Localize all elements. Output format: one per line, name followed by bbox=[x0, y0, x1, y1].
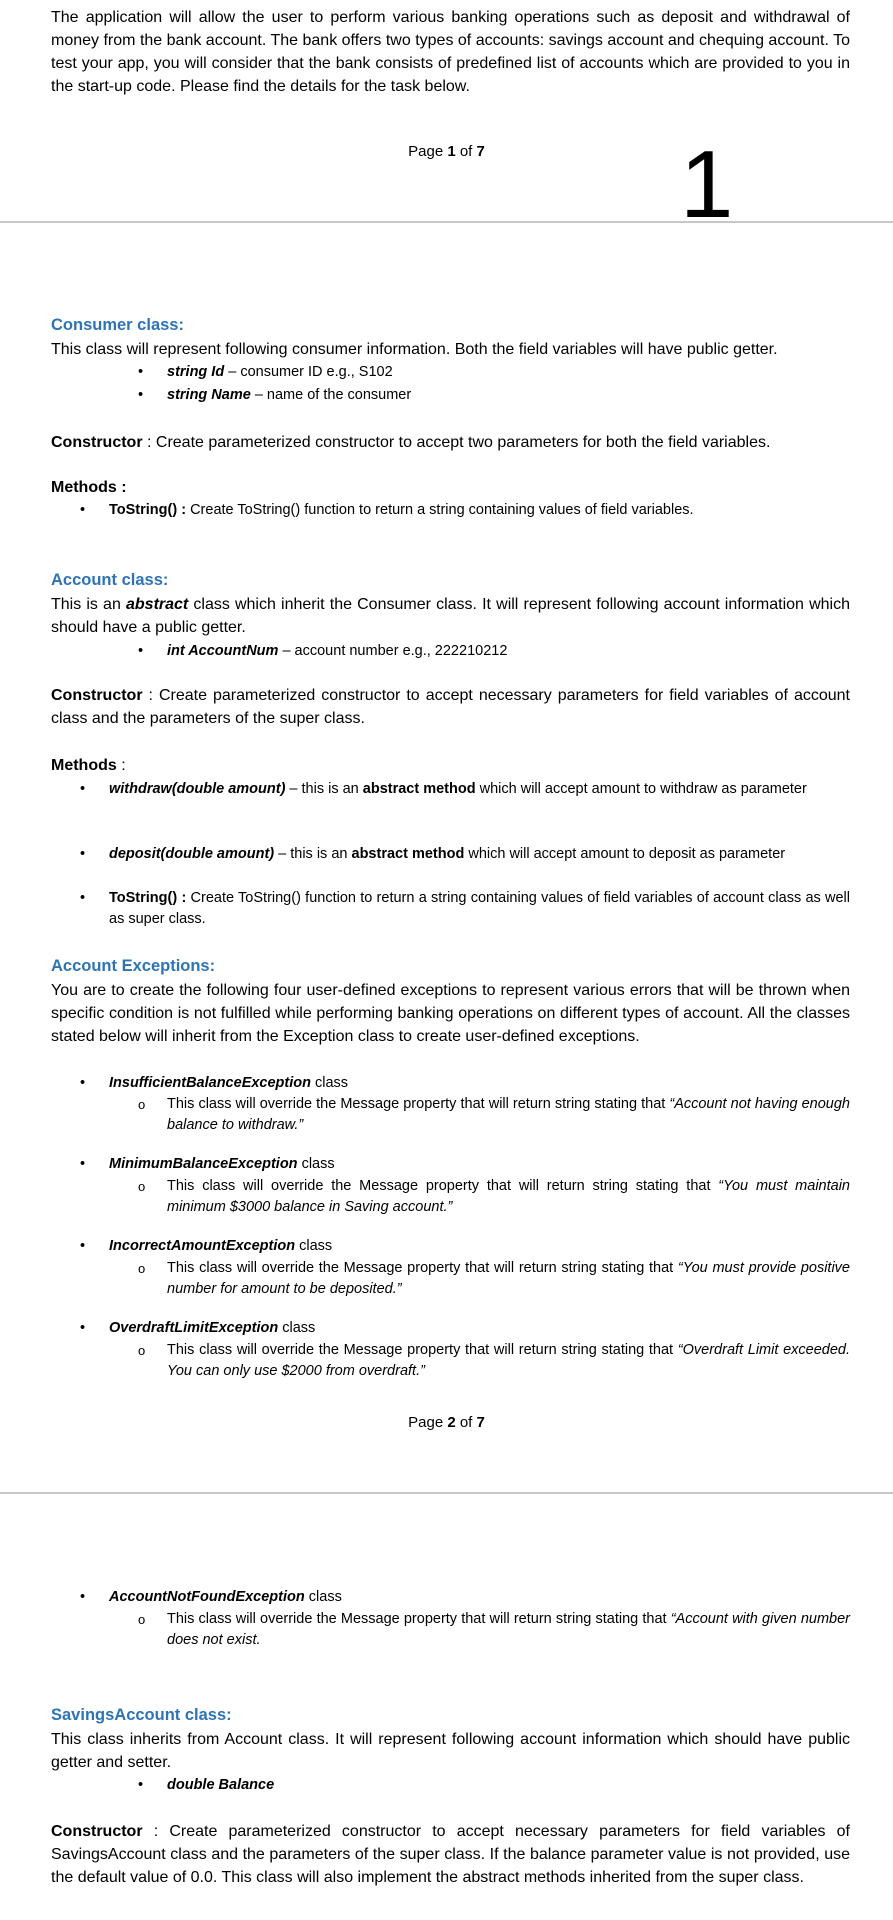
account-methods-label bbox=[51, 754, 850, 777]
account-method-deposit bbox=[109, 844, 850, 865]
exception-incorrect-amount-detail bbox=[167, 1258, 850, 1300]
exception-name: AccountNotFoundException bbox=[109, 1589, 305, 1605]
consumer-constructor bbox=[51, 431, 850, 454]
page-total: 7 bbox=[476, 143, 485, 160]
page-of: of bbox=[455, 1414, 477, 1431]
savings-heading: SavingsAccount class: bbox=[51, 1706, 232, 1724]
savings-field-balance bbox=[167, 1775, 850, 1796]
exception-minimum-balance-detail bbox=[167, 1176, 850, 1218]
consumer-description: This class will represent following consumer information. Both the field variables will have public getter. bbox=[51, 341, 778, 358]
constructor-text: : Create parameterized constructor to accept two parameters for both the field variables. bbox=[142, 434, 771, 451]
constructor-text: : Create parameterized constructor to accept necessary parameters for field variables of SavingsAccount class and the parameters of the super class. If the balance parameter value is not provided, use the default value of 0.0. This class will also implement the abstract methods inherited from the super class. bbox=[51, 1823, 850, 1886]
override-text: This class will override the Message property that will return string stating that bbox=[167, 1342, 678, 1358]
consumer-field-id bbox=[167, 362, 850, 383]
field-desc: – consumer ID e.g., S102 bbox=[224, 364, 393, 380]
page-label: Page bbox=[408, 143, 448, 160]
method-name: ToString() : bbox=[109, 890, 187, 906]
account-method-withdraw bbox=[109, 779, 850, 800]
page-footer-1 bbox=[0, 143, 893, 160]
page-of: of bbox=[455, 143, 477, 160]
constructor-label: Constructor bbox=[51, 1823, 143, 1840]
method-name: ToString() : bbox=[109, 502, 187, 518]
consumer-methods-label: Methods : bbox=[51, 479, 127, 496]
class-word: class bbox=[297, 1156, 335, 1172]
exception-name: OverdraftLimitException bbox=[109, 1320, 279, 1336]
account-heading: Account class: bbox=[51, 571, 169, 589]
page-number: 1 bbox=[447, 143, 456, 160]
method-desc: Create ToString() function to return a string containing values of field variables. bbox=[186, 502, 694, 518]
account-field-accountnum bbox=[167, 641, 850, 662]
exception-insufficient-balance-detail bbox=[167, 1094, 850, 1136]
method-desc: which will accept amount to deposit as parameter bbox=[464, 846, 786, 862]
constructor-label: Constructor bbox=[51, 434, 143, 451]
field-name: string Name bbox=[167, 387, 251, 403]
page-break-rule bbox=[0, 221, 893, 223]
field-name: string Id bbox=[167, 364, 225, 380]
desc-part: class which inherit the Consumer class. It will represent following account information which should have a public getter. bbox=[51, 596, 850, 636]
exception-insufficient-balance bbox=[109, 1073, 850, 1094]
override-text: This class will override the Message property that will return string stating that bbox=[167, 1260, 678, 1276]
class-word: class bbox=[310, 1075, 349, 1091]
override-text: This class will override the Message property that will return string stating that bbox=[167, 1611, 671, 1627]
method-desc: which will accept amount to withdraw as parameter bbox=[475, 781, 807, 797]
method-name: withdraw(double amount) bbox=[109, 781, 286, 797]
page-label: Page bbox=[408, 1414, 448, 1431]
field-desc: – name of the consumer bbox=[250, 387, 412, 403]
field-desc: – account number e.g., 222210212 bbox=[278, 643, 508, 659]
method-name: deposit(double amount) bbox=[109, 846, 275, 862]
exception-message: “Account not having enough balance to withdraw.” bbox=[167, 1096, 851, 1133]
intro-paragraph: The application will allow the user to perform various banking operations such as deposit and withdrawal of money from the bank account. The bank offers two types of accounts: savings account and chequing account. To test your app, you will consider that the bank consists of predefined list of accounts which are provided to you in the start-up code. Please find the details for the task below. bbox=[51, 9, 850, 95]
exception-message: “You must provide positive number for amount to be deposited.” bbox=[167, 1260, 850, 1297]
override-text: This class will override the Message property that will return string stating that bbox=[167, 1096, 670, 1112]
consumer-method-tostring bbox=[109, 500, 850, 521]
constructor-label: Constructor bbox=[51, 687, 143, 704]
exception-name: MinimumBalanceException bbox=[109, 1156, 298, 1172]
savings-description: This class inherits from Account class. It will represent following account information which should have public getter and setter. bbox=[51, 1731, 850, 1771]
class-word: class bbox=[295, 1238, 333, 1254]
override-text: This class will override the Message property that will return string stating that bbox=[167, 1178, 719, 1194]
account-method-tostring bbox=[109, 888, 850, 930]
account-constructor bbox=[51, 684, 850, 730]
exception-overdraft-limit-detail bbox=[167, 1340, 850, 1382]
class-word: class bbox=[304, 1589, 342, 1605]
method-desc: – this is an bbox=[285, 781, 363, 797]
desc-part: This is an bbox=[51, 596, 126, 613]
page-footer-2 bbox=[0, 1414, 893, 1431]
exception-message: “You must maintain minimum $3000 balance in Saving account.” bbox=[167, 1178, 850, 1215]
method-desc: – this is an bbox=[274, 846, 352, 862]
exceptions-heading: Account Exceptions: bbox=[51, 957, 216, 975]
class-word: class bbox=[278, 1320, 316, 1336]
exception-incorrect-amount bbox=[109, 1236, 850, 1257]
exception-message: “Overdraft Limit exceeded. You can only use $2000 from overdraft.” bbox=[167, 1342, 850, 1379]
methods-label: Methods bbox=[51, 757, 117, 774]
exceptions-description: You are to create the following four user-defined exceptions to represent various errors that will be thrown when specific condition is not fulfilled while performing banking operations on different types of account. All the classes stated below will inherit from the Exception class to create user-defined exceptions. bbox=[51, 982, 850, 1045]
page-break-rule bbox=[0, 1492, 893, 1494]
page-total: 7 bbox=[476, 1414, 485, 1431]
savings-constructor bbox=[51, 1820, 850, 1889]
constructor-text: : Create parameterized constructor to accept necessary parameters for field variables of account class and the parameters of the super class. bbox=[51, 687, 850, 727]
account-description bbox=[51, 593, 850, 639]
abstract-method-label: abstract method bbox=[362, 781, 476, 797]
field-name: double Balance bbox=[167, 1777, 275, 1793]
exception-name: IncorrectAmountException bbox=[109, 1238, 296, 1254]
exception-message: “Account with given number does not exist. bbox=[167, 1611, 850, 1648]
page-number: 2 bbox=[447, 1414, 456, 1431]
exception-account-not-found-detail bbox=[167, 1609, 850, 1651]
exception-overdraft-limit bbox=[109, 1318, 850, 1339]
exception-account-not-found bbox=[109, 1587, 850, 1608]
exception-name: InsufficientBalanceException bbox=[109, 1075, 311, 1091]
field-name: int AccountNum bbox=[167, 643, 279, 659]
large-page-number: 1 bbox=[680, 131, 734, 238]
methods-colon: : bbox=[116, 757, 126, 774]
method-desc: Create ToString() function to return a string containing values of field variables of account class as well as super class. bbox=[109, 890, 850, 927]
consumer-field-name bbox=[167, 385, 850, 406]
consumer-heading: Consumer class: bbox=[51, 316, 184, 334]
abstract-keyword: abstract bbox=[126, 596, 189, 613]
abstract-method-label: abstract method bbox=[351, 846, 465, 862]
exception-minimum-balance bbox=[109, 1154, 850, 1175]
